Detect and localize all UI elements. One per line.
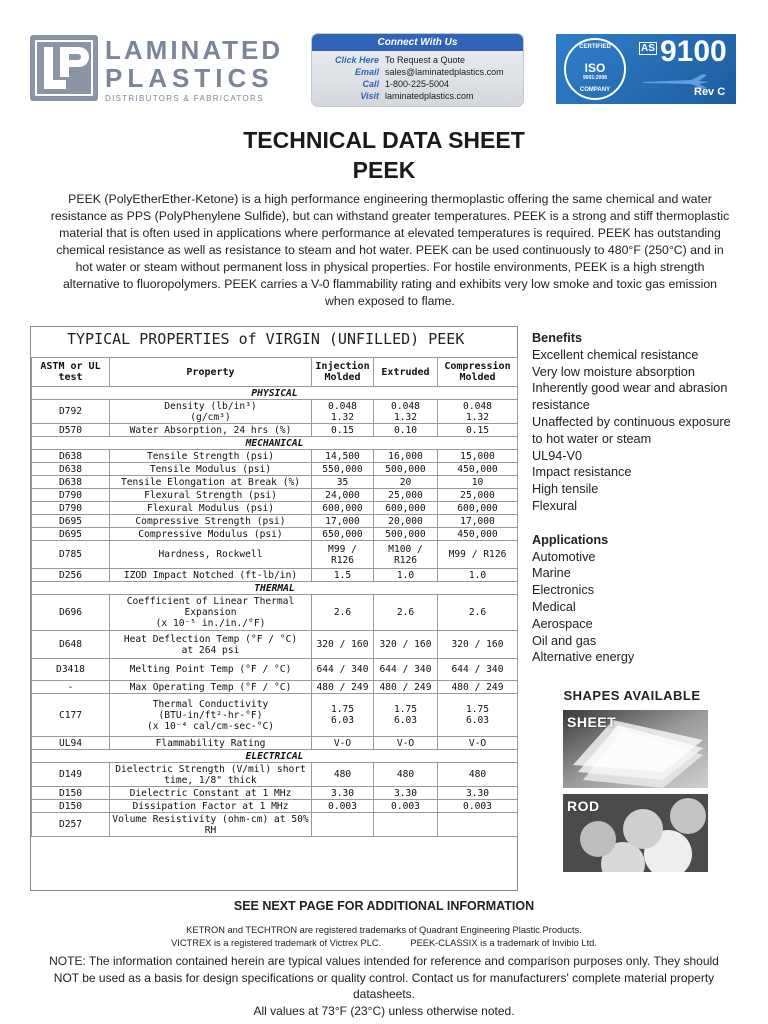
table-row bbox=[32, 476, 518, 489]
cell-property: Heat Deflection Temp (°F / °C) at 264 psi bbox=[110, 631, 312, 659]
cell-injection: 1.5 bbox=[312, 569, 374, 582]
section-row bbox=[32, 387, 518, 400]
cell-extruded: 500,000 bbox=[374, 463, 438, 476]
connect-title: Connect With Us bbox=[312, 34, 523, 51]
certification-badge bbox=[556, 34, 736, 104]
see-next-page-link[interactable]: SEE NEXT PAGE FOR ADDITIONAL INFORMATION bbox=[233, 899, 535, 913]
as-prefix: AS bbox=[641, 43, 655, 54]
connect-key: Call bbox=[362, 79, 379, 89]
table-row bbox=[32, 541, 518, 569]
cell-compression: 450,000 bbox=[438, 463, 518, 476]
cell-test: D256 bbox=[32, 569, 110, 582]
table-row bbox=[32, 813, 518, 837]
cell-extruded: 320 / 160 bbox=[374, 631, 438, 659]
table-row bbox=[32, 515, 518, 528]
cell-extruded: 0.10 bbox=[374, 424, 438, 437]
cell-property: Compressive Strength (psi) bbox=[110, 515, 312, 528]
col-header-injection: Injection Molded bbox=[312, 358, 374, 387]
cell-injection: V-O bbox=[312, 737, 374, 750]
cell-property: Compressive Modulus (psi) bbox=[110, 528, 312, 541]
cell-property: Density (lb/in³) (g/cm³) bbox=[110, 400, 312, 424]
as-number: 9100 bbox=[660, 35, 727, 68]
cell-property: Volume Resistivity (ohm-cm) at 50% RH bbox=[110, 813, 312, 837]
cell-compression: 0.003 bbox=[438, 800, 518, 813]
benefit-item: Very low moisture absorption bbox=[532, 364, 695, 379]
cell-property: Flexural Strength (psi) bbox=[110, 489, 312, 502]
trademark-note-1: KETRON and TECHTRON are registered trademarks of Quadrant Engineering Plastic Products. bbox=[186, 925, 582, 935]
cell-test: D695 bbox=[32, 528, 110, 541]
cell-extruded: 0.048 1.32 bbox=[374, 400, 438, 424]
col-header-compression: Compression Molded bbox=[438, 358, 518, 387]
cell-test: D792 bbox=[32, 400, 110, 424]
cell-property: Flammability Rating bbox=[110, 737, 312, 750]
cell-injection: 14,500 bbox=[312, 450, 374, 463]
cell-injection: 0.048 1.32 bbox=[312, 400, 374, 424]
table-row bbox=[32, 659, 518, 681]
values-temp-note: All values at 73°F (23°C) unless otherwise noted. bbox=[253, 1003, 515, 1018]
seal-bottom-text: COMPANY bbox=[579, 87, 611, 93]
cell-extruded bbox=[374, 813, 438, 837]
cell-injection: 0.003 bbox=[312, 800, 374, 813]
cell-injection: M99 / R126 bbox=[312, 541, 374, 569]
cell-compression: M99 / R126 bbox=[438, 541, 518, 569]
properties-table bbox=[31, 357, 518, 837]
cell-compression: 644 / 340 bbox=[438, 659, 518, 681]
applications-heading: Applications bbox=[532, 532, 609, 547]
shape-label-rod: ROD bbox=[567, 798, 600, 814]
cell-test: UL94 bbox=[32, 737, 110, 750]
cell-compression: 0.048 1.32 bbox=[438, 400, 518, 424]
cell-injection: 550,000 bbox=[312, 463, 374, 476]
cell-injection bbox=[312, 813, 374, 837]
cell-test: C177 bbox=[32, 694, 110, 737]
application-item: Medical bbox=[532, 599, 576, 614]
as-revision: Rev C bbox=[694, 86, 726, 98]
cell-test: D570 bbox=[32, 424, 110, 437]
table-row bbox=[32, 800, 518, 813]
cell-extruded: 600,000 bbox=[374, 502, 438, 515]
section-row bbox=[32, 437, 518, 450]
cell-test: D648 bbox=[32, 631, 110, 659]
cell-property: Thermal Conductivity (BTU-in/ft²-hr-°F) (x 10⁻⁴ cal/cm-sec-°C) bbox=[110, 694, 312, 737]
iso-seal-icon bbox=[564, 38, 626, 100]
application-item: Oil and gas bbox=[532, 633, 597, 648]
seal-iso-text: ISO bbox=[584, 61, 606, 75]
cell-injection: 35 bbox=[312, 476, 374, 489]
trademark-victrex: VICTREX is a registered trademark of Victrex PLC. bbox=[171, 938, 382, 948]
cell-property: Tensile Modulus (psi) bbox=[110, 463, 312, 476]
table-body bbox=[32, 387, 518, 837]
benefit-item: Excellent chemical resistance bbox=[532, 347, 699, 362]
benefits-heading: Benefits bbox=[532, 331, 583, 345]
cell-test: - bbox=[32, 681, 110, 694]
section-row bbox=[32, 750, 518, 763]
cell-extruded: 500,000 bbox=[374, 528, 438, 541]
cell-extruded: 644 / 340 bbox=[374, 659, 438, 681]
cell-extruded: 25,000 bbox=[374, 489, 438, 502]
cell-property: Dielectric Constant at 1 MHz bbox=[110, 787, 312, 800]
table-header-row bbox=[32, 358, 518, 387]
cell-property: IZOD Impact Notched (ft-lb/in) bbox=[110, 569, 312, 582]
cell-extruded: 16,000 bbox=[374, 450, 438, 463]
cell-compression: 17,000 bbox=[438, 515, 518, 528]
cell-injection: 650,000 bbox=[312, 528, 374, 541]
section-label: MECHANICAL bbox=[32, 437, 518, 450]
connect-value[interactable]: To Request a Quote bbox=[385, 55, 466, 65]
cell-property: Dissipation Factor at 1 MHz bbox=[110, 800, 312, 813]
application-item: Marine bbox=[532, 566, 571, 581]
section-label: THERMAL bbox=[32, 582, 518, 595]
company-logo[interactable] bbox=[30, 35, 282, 107]
section-row bbox=[32, 582, 518, 595]
cell-property: Coefficient of Linear Thermal Expansion (x 10⁻⁵ in./in./°F) bbox=[110, 595, 312, 631]
cell-extruded: 20 bbox=[374, 476, 438, 489]
cell-test: D695 bbox=[32, 515, 110, 528]
cell-compression: 320 / 160 bbox=[438, 631, 518, 659]
cell-compression: 15,000 bbox=[438, 450, 518, 463]
cell-compression: 600,000 bbox=[438, 502, 518, 515]
benefit-item: Impact resistance bbox=[532, 465, 632, 480]
applications-list bbox=[532, 549, 742, 667]
cell-extruded: V-O bbox=[374, 737, 438, 750]
connect-key: Visit bbox=[360, 91, 379, 101]
cell-test: D785 bbox=[32, 541, 110, 569]
cell-injection: 644 / 340 bbox=[312, 659, 374, 681]
cell-property: Tensile Elongation at Break (%) bbox=[110, 476, 312, 489]
cell-compression: 10 bbox=[438, 476, 518, 489]
cell-test: D150 bbox=[32, 800, 110, 813]
cell-extruded: M100 / R126 bbox=[374, 541, 438, 569]
cell-compression: 480 / 249 bbox=[438, 681, 518, 694]
table-row bbox=[32, 489, 518, 502]
application-item: Aerospace bbox=[532, 616, 593, 631]
cell-injection: 1.75 6.03 bbox=[312, 694, 374, 737]
cell-injection: 24,000 bbox=[312, 489, 374, 502]
col-header-test: ASTM or UL test bbox=[32, 358, 110, 387]
cell-compression: 450,000 bbox=[438, 528, 518, 541]
trademark-peek-classix: PEEK-CLASSIX is a trademark of Invibio Ltd. bbox=[410, 938, 597, 948]
application-item: Alternative energy bbox=[532, 650, 635, 665]
cell-compression: 1.0 bbox=[438, 569, 518, 582]
cell-compression: 1.75 6.03 bbox=[438, 694, 518, 737]
phone-link[interactable]: 1-800-225-5004 bbox=[385, 79, 450, 89]
table-row bbox=[32, 400, 518, 424]
table-title: TYPICAL PROPERTIES of VIRGIN (UNFILLED) PEEK bbox=[67, 330, 465, 348]
cell-test: D790 bbox=[32, 502, 110, 515]
cell-property: Water Absorption, 24 hrs (%) bbox=[110, 424, 312, 437]
shape-rod-image bbox=[563, 794, 708, 872]
cell-injection: 0.15 bbox=[312, 424, 374, 437]
table-row bbox=[32, 787, 518, 800]
cell-test: D149 bbox=[32, 763, 110, 787]
cell-extruded: 1.75 6.03 bbox=[374, 694, 438, 737]
cell-property: Dielectric Strength (V/mil) short time, 1/8" thick bbox=[110, 763, 312, 787]
benefit-item: UL94-V0 bbox=[532, 448, 583, 463]
cell-extruded: 480 bbox=[374, 763, 438, 787]
cell-injection: 480 / 249 bbox=[312, 681, 374, 694]
cell-property: Tensile Strength (psi) bbox=[110, 450, 312, 463]
cell-property: Hardness, Rockwell bbox=[110, 541, 312, 569]
seal-top-text: CERTIFIED bbox=[579, 44, 611, 50]
cell-injection: 320 / 160 bbox=[312, 631, 374, 659]
cell-extruded: 0.003 bbox=[374, 800, 438, 813]
benefit-item: Inherently good wear and abrasion resistance bbox=[532, 381, 728, 413]
logo-text-plastics: PLASTICS bbox=[105, 63, 274, 93]
cell-injection: 3.30 bbox=[312, 787, 374, 800]
cell-test: D150 bbox=[32, 787, 110, 800]
cell-property: Max Operating Temp (°F / °C) bbox=[110, 681, 312, 694]
cell-test: D790 bbox=[32, 489, 110, 502]
page-title: TECHNICAL DATA SHEET bbox=[243, 127, 525, 153]
sidebar bbox=[532, 330, 742, 666]
connect-panel bbox=[311, 33, 524, 107]
table-row bbox=[32, 424, 518, 437]
cell-compression: 480 bbox=[438, 763, 518, 787]
lp-monogram-icon bbox=[30, 35, 98, 101]
cell-test: D696 bbox=[32, 595, 110, 631]
email-link[interactable]: sales@laminatedplastics.com bbox=[385, 67, 504, 77]
shape-sheet-image bbox=[563, 710, 708, 788]
connect-key: Email bbox=[354, 67, 379, 77]
cell-test: D638 bbox=[32, 476, 110, 489]
table-row bbox=[32, 681, 518, 694]
col-header-extruded: Extruded bbox=[374, 358, 438, 387]
cell-compression: 3.30 bbox=[438, 787, 518, 800]
cell-test: D3418 bbox=[32, 659, 110, 681]
benefit-item: High tensile bbox=[532, 482, 599, 497]
cell-injection: 17,000 bbox=[312, 515, 374, 528]
cell-test: D638 bbox=[32, 450, 110, 463]
application-item: Automotive bbox=[532, 549, 596, 564]
disclaimer-text: NOTE: The information contained herein are typical values intended for reference and comparison purposes only. They should NOT be used as a basis for design specifications or quality control. Contact us for manufacturers' complete material property datasheets. bbox=[49, 954, 719, 1001]
table-row bbox=[32, 463, 518, 476]
table-row bbox=[32, 631, 518, 659]
seal-sub-text: 9001:2008 bbox=[583, 75, 607, 81]
table-row bbox=[32, 694, 518, 737]
table-row bbox=[32, 528, 518, 541]
cell-extruded: 1.0 bbox=[374, 569, 438, 582]
table-row bbox=[32, 502, 518, 515]
benefit-item: Unaffected by continuous exposure to hot water or steam bbox=[532, 414, 731, 446]
properties-table-panel bbox=[30, 326, 518, 891]
col-header-property: Property bbox=[110, 358, 312, 387]
logo-tagline: DISTRIBUTORS & FABRICATORS bbox=[105, 94, 264, 103]
benefits-list bbox=[532, 347, 742, 515]
cell-property: Flexural Modulus (psi) bbox=[110, 502, 312, 515]
shape-label-sheet: SHEET bbox=[567, 714, 617, 730]
page-subtitle: PEEK bbox=[352, 157, 416, 183]
cell-extruded: 3.30 bbox=[374, 787, 438, 800]
table-row bbox=[32, 450, 518, 463]
cell-injection: 480 bbox=[312, 763, 374, 787]
cell-compression: V-O bbox=[438, 737, 518, 750]
table-row bbox=[32, 737, 518, 750]
intro-paragraph: PEEK (PolyEtherEther-Ketone) is a high performance engineering thermoplastic offering the same chemical and water resistance as PPS (PolyPhenylene Sulfide), but can withstand greater temperatures. PEEK is a strong and stiff thermoplastic material that is often used in applications where performance at elevated temperatures is required. PEEK has outstanding chemical resistance as well as resistance to steam and hot water. PEEK can be used continuously to 480°F (250°C) and in hot water or steam without permanent loss in physical properties. For hostile environments, PEEK is a high strength alternative to fluoropolymers. PEEK carries a V-0 flammability rating and exhibits very low smoke and toxic gas emission when exposed to flame. bbox=[50, 192, 730, 308]
cell-property: Melting Point Temp (°F / °C) bbox=[110, 659, 312, 681]
table-row bbox=[32, 763, 518, 787]
application-item: Electronics bbox=[532, 583, 595, 598]
benefit-item: Flexural bbox=[532, 498, 578, 513]
shapes-heading: SHAPES AVAILABLE bbox=[563, 688, 701, 703]
cell-extruded: 480 / 249 bbox=[374, 681, 438, 694]
logo-text-laminated: LAMINATED bbox=[105, 35, 284, 65]
website-link[interactable]: laminatedplastics.com bbox=[385, 91, 474, 101]
table-row bbox=[32, 595, 518, 631]
cell-compression: 0.15 bbox=[438, 424, 518, 437]
section-label: ELECTRICAL bbox=[32, 750, 518, 763]
trademark-note-2 bbox=[0, 938, 768, 948]
cell-compression: 2.6 bbox=[438, 595, 518, 631]
lp-logo-mark bbox=[30, 35, 98, 101]
table-row bbox=[32, 569, 518, 582]
disclaimer-note bbox=[40, 953, 728, 1019]
cell-test: D638 bbox=[32, 463, 110, 476]
cell-injection: 600,000 bbox=[312, 502, 374, 515]
connect-key[interactable]: Click Here bbox=[334, 55, 379, 65]
cell-test: D257 bbox=[32, 813, 110, 837]
cell-extruded: 20,000 bbox=[374, 515, 438, 528]
cell-compression: 25,000 bbox=[438, 489, 518, 502]
cell-injection: 2.6 bbox=[312, 595, 374, 631]
cell-compression bbox=[438, 813, 518, 837]
cell-extruded: 2.6 bbox=[374, 595, 438, 631]
section-label: PHYSICAL bbox=[32, 387, 518, 400]
